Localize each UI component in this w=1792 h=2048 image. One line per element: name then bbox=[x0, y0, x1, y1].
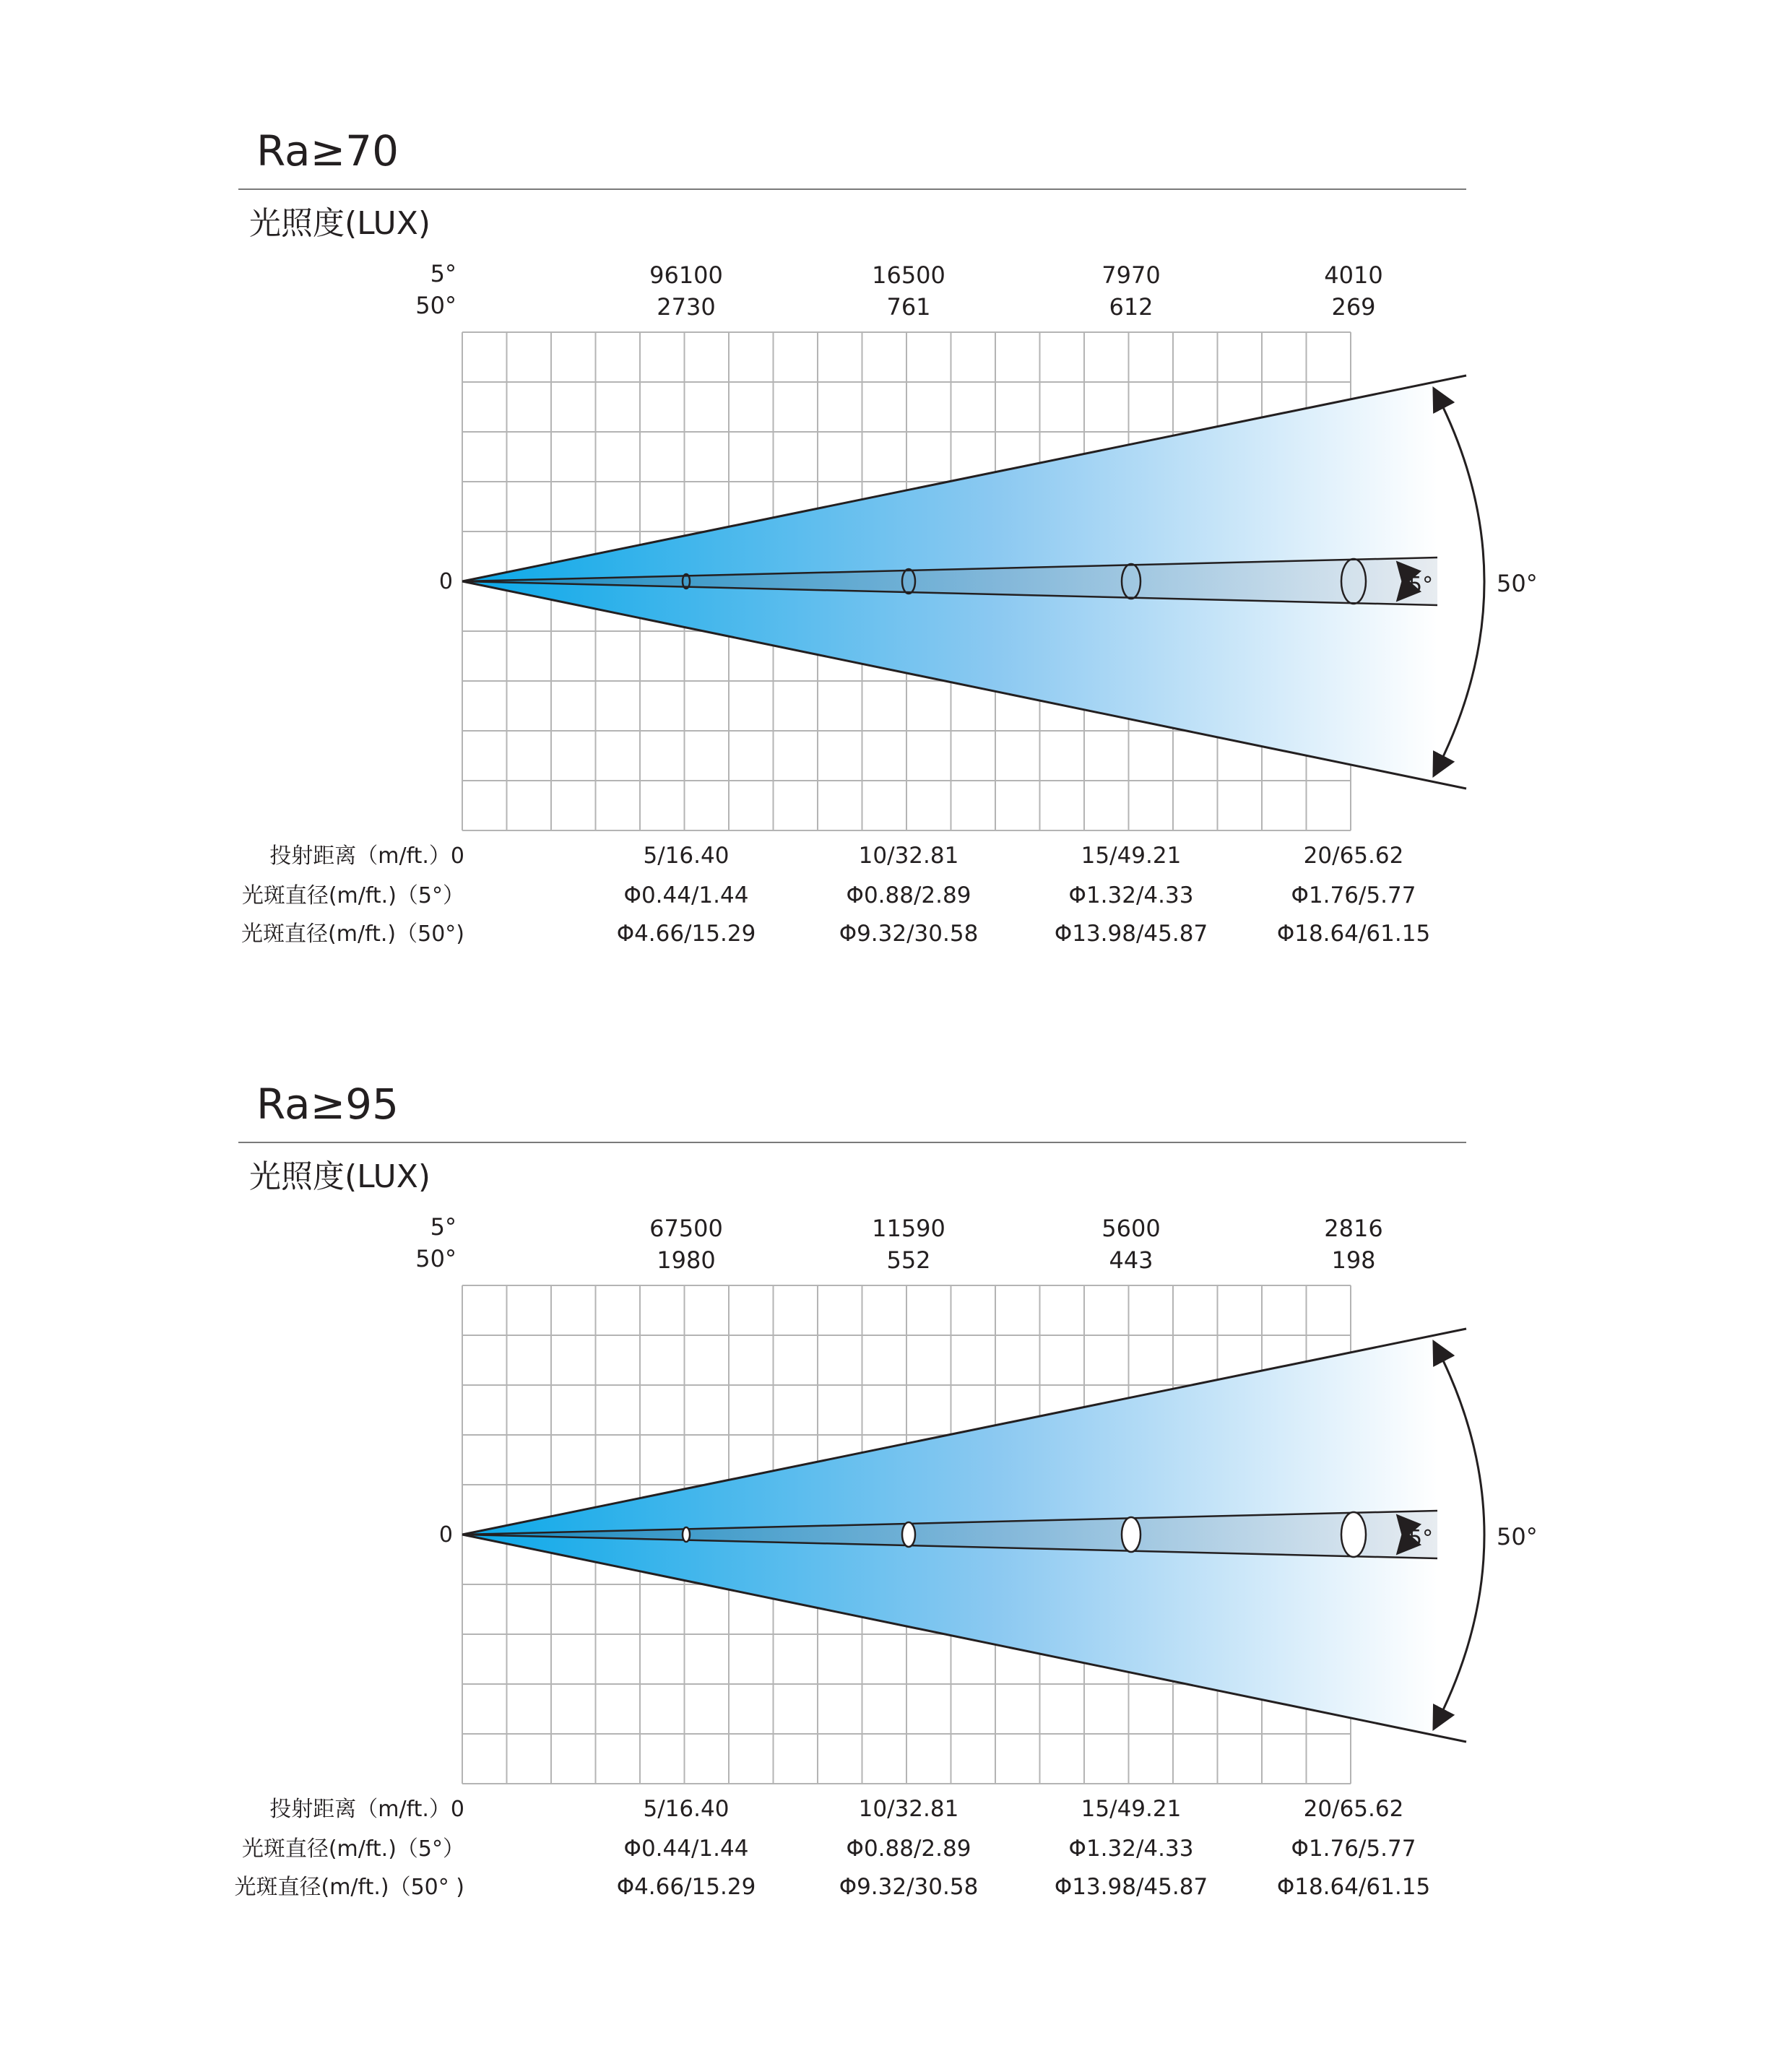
row-label-distance: 投射距离（m/ft.）0 bbox=[269, 1797, 464, 1822]
diameter-5-value: Φ0.88/2.89 bbox=[846, 882, 971, 908]
lux-value-50deg: 2730 bbox=[657, 293, 716, 321]
lux-value-50deg: 269 bbox=[1331, 293, 1376, 321]
distance-value: 20/65.62 bbox=[1303, 1796, 1404, 1822]
beam-spot-ellipse bbox=[902, 1522, 915, 1547]
diameter-50-value: Φ13.98/45.87 bbox=[1054, 921, 1208, 947]
distance-value: 5/16.40 bbox=[643, 843, 730, 869]
beam-panel-ra70 bbox=[0, 0, 1792, 953]
lux-value-50deg: 761 bbox=[886, 293, 931, 321]
angle-label-5: 5° bbox=[430, 1213, 456, 1241]
lux-value-5deg: 96100 bbox=[649, 261, 723, 289]
distance-value: 15/49.21 bbox=[1081, 1796, 1182, 1822]
diameter-5-value: Φ0.44/1.44 bbox=[623, 882, 749, 908]
diameter-5-value: Φ0.44/1.44 bbox=[623, 1836, 749, 1862]
distance-value: 15/49.21 bbox=[1081, 843, 1182, 869]
beam-diagram bbox=[0, 953, 1792, 1906]
row-label-diameter-5: 光斑直径(m/ft.)（5°） bbox=[241, 1836, 464, 1862]
row-label-diameter-50: 光斑直径(m/ft.)（50° ) bbox=[234, 1875, 464, 1900]
illuminance-heading: 光照度(LUX) bbox=[249, 205, 431, 242]
row-label-diameter-5: 光斑直径(m/ft.)（5°） bbox=[241, 883, 464, 908]
distance-value: 10/32.81 bbox=[858, 843, 959, 869]
distance-value: 10/32.81 bbox=[858, 1796, 959, 1822]
beam-50-angle-arc bbox=[1434, 1342, 1484, 1729]
distance-value: 20/65.62 bbox=[1303, 843, 1404, 869]
diameter-50-value: Φ4.66/15.29 bbox=[616, 921, 756, 947]
diameter-50-value: Φ9.32/30.58 bbox=[839, 1874, 979, 1900]
beam-panel-ra95 bbox=[0, 953, 1792, 1906]
panel-title: Ra≥70 bbox=[256, 126, 399, 175]
lux-value-50deg: 552 bbox=[886, 1246, 931, 1274]
lux-value-50deg: 198 bbox=[1331, 1246, 1376, 1274]
illuminance-heading: 光照度(LUX) bbox=[249, 1158, 431, 1195]
lux-value-50deg: 612 bbox=[1109, 293, 1153, 321]
lux-value-5deg: 67500 bbox=[649, 1215, 723, 1242]
lux-value-5deg: 11590 bbox=[872, 1215, 945, 1242]
lux-value-5deg: 2816 bbox=[1324, 1215, 1383, 1242]
beam-diagram bbox=[0, 0, 1792, 953]
diameter-50-value: Φ13.98/45.87 bbox=[1054, 1874, 1208, 1900]
diameter-5-value: Φ1.32/4.33 bbox=[1068, 1836, 1194, 1862]
beam-spot-ellipse bbox=[683, 1527, 690, 1542]
distance-value: 5/16.40 bbox=[643, 1796, 730, 1822]
lux-value-50deg: 443 bbox=[1109, 1246, 1153, 1274]
lux-value-5deg: 4010 bbox=[1324, 261, 1383, 289]
beam-5-angle-label: 5° bbox=[1408, 1526, 1434, 1551]
beam-50-angle-arc bbox=[1434, 389, 1484, 776]
diameter-50-value: Φ9.32/30.58 bbox=[839, 921, 979, 947]
diameter-5-value: Φ1.76/5.77 bbox=[1291, 882, 1416, 908]
lux-value-5deg: 16500 bbox=[872, 261, 945, 289]
origin-label: 0 bbox=[438, 1522, 453, 1548]
lux-value-5deg: 5600 bbox=[1101, 1215, 1161, 1242]
beam-50-angle-label: 50° bbox=[1497, 1523, 1538, 1550]
diameter-5-value: Φ0.88/2.89 bbox=[846, 1836, 971, 1862]
angle-label-50: 50° bbox=[415, 1245, 456, 1272]
beam-5-angle-label: 5° bbox=[1408, 573, 1434, 598]
row-label-diameter-50: 光斑直径(m/ft.)（50°) bbox=[241, 921, 464, 947]
diameter-50-value: Φ4.66/15.29 bbox=[616, 1874, 756, 1900]
diameter-5-value: Φ1.32/4.33 bbox=[1068, 882, 1194, 908]
origin-label: 0 bbox=[438, 569, 453, 594]
angle-label-50: 50° bbox=[415, 292, 456, 319]
angle-label-5: 5° bbox=[430, 260, 456, 287]
diameter-50-value: Φ18.64/61.15 bbox=[1276, 921, 1431, 947]
diameter-5-value: Φ1.76/5.77 bbox=[1291, 1836, 1416, 1862]
lux-value-5deg: 7970 bbox=[1101, 261, 1161, 289]
beam-spot-ellipse bbox=[1122, 1517, 1140, 1552]
beam-50-angle-label: 50° bbox=[1497, 570, 1538, 597]
beam-spot-ellipse bbox=[1341, 1512, 1366, 1557]
row-label-distance: 投射距离（m/ft.）0 bbox=[269, 843, 464, 869]
lux-value-50deg: 1980 bbox=[657, 1246, 716, 1274]
diameter-50-value: Φ18.64/61.15 bbox=[1276, 1874, 1431, 1900]
panel-title: Ra≥95 bbox=[256, 1080, 399, 1129]
